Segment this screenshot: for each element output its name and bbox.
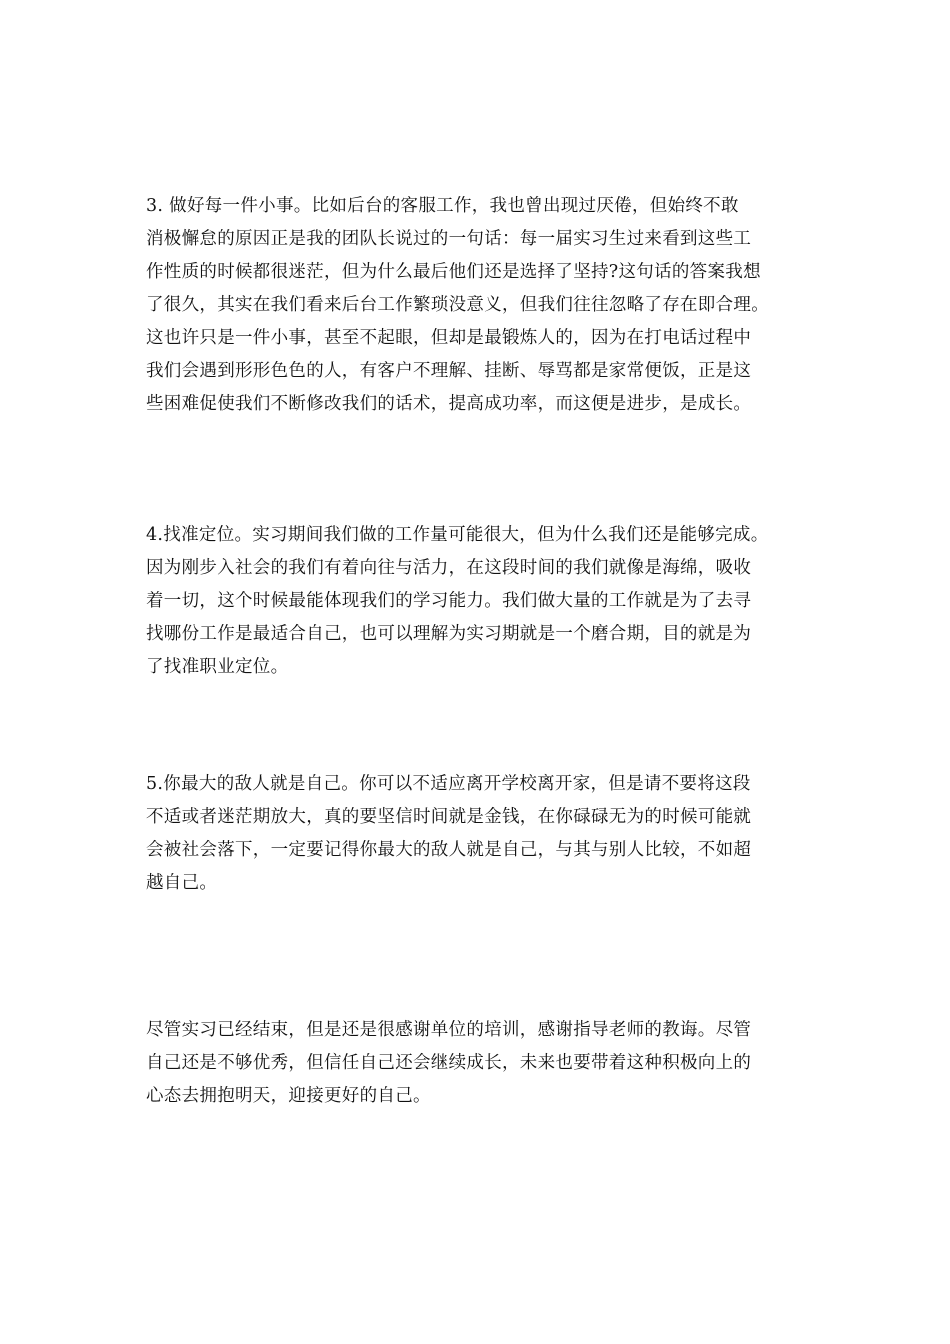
text-line: 自己还是不够优秀，但信任自己还会继续成长，未来也要带着这种积极向上的 xyxy=(146,1053,752,1073)
text-line: 作性质的时候都很迷茫，但为什么最后他们还是选择了坚持?这句话的答案我想 xyxy=(146,262,761,282)
text-line: 了很久，其实在我们看来后台工作繁琐没意义，但我们往往忽略了存在即合理。 xyxy=(146,295,769,315)
paragraph-conclusion xyxy=(146,1014,826,1113)
text-line: 些困难促使我们不断修改我们的话术，提高成功率，而这便是进步，是成长。 xyxy=(146,394,752,414)
paragraph-point-4 xyxy=(146,519,826,684)
text-line: 我们会遇到形形色色的人，有客户不理解、挂断、辱骂都是家常便饭，正是这 xyxy=(146,361,752,381)
paragraph-point-5 xyxy=(146,768,826,900)
text-line: 会被社会落下，一定要记得你最大的敌人就是自己，与其与别人比较，不如超 xyxy=(146,840,752,860)
text-line: 找哪份工作是最适合自己，也可以理解为实习期就是一个磨合期，目的就是为 xyxy=(146,624,752,644)
text-line: 了找准职业定位。 xyxy=(146,657,289,677)
text-line: 4.找准定位。实习期间我们做的工作量可能很大，但为什么我们还是能够完成。 xyxy=(146,525,769,545)
text-line: 这也许只是一件小事，甚至不起眼，但却是最锻炼人的，因为在打电话过程中 xyxy=(146,328,752,348)
text-line: 消极懈怠的原因正是我的团队长说过的一句话：每一届实习生过来看到这些工 xyxy=(146,229,752,249)
text-line: 着一切，这个时候最能体现我们的学习能力。我们做大量的工作就是为了去寻 xyxy=(146,591,752,611)
text-line: 尽管实习已经结束，但是还是很感谢单位的培训，感谢指导老师的教诲。尽管 xyxy=(146,1020,752,1040)
text-line: 不适或者迷茫期放大，真的要坚信时间就是金钱，在你碌碌无为的时候可能就 xyxy=(146,807,752,827)
text-line: 5.你最大的敌人就是自己。你可以不适应离开学校离开家，但是请不要将这段 xyxy=(146,774,751,794)
text-line: 因为刚步入社会的我们有着向往与活力，在这段时间的我们就像是海绵，吸收 xyxy=(146,558,752,578)
paragraph-point-3 xyxy=(146,190,826,421)
text-line: 3. 做好每一件小事。比如后台的客服工作，我也曾出现过厌倦，但始终不敢 xyxy=(146,196,739,216)
text-line: 心态去拥抱明天，迎接更好的自己。 xyxy=(146,1086,431,1106)
text-line: 越自己。 xyxy=(146,873,218,893)
